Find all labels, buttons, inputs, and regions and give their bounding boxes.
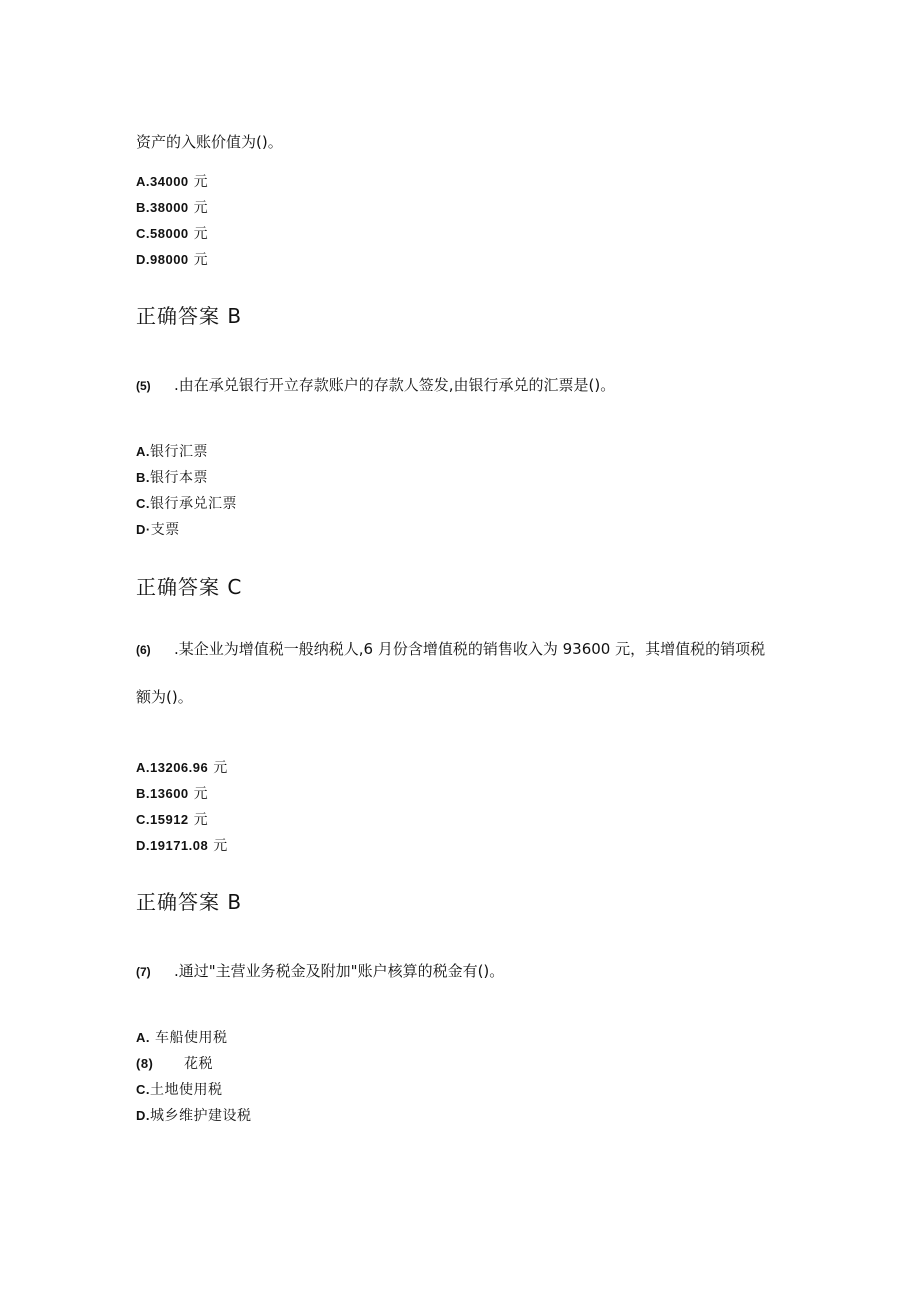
option-b <box>136 197 208 217</box>
option-text: 支票 <box>150 522 180 538</box>
option-unit: 元 <box>193 226 209 242</box>
option-c <box>136 493 237 513</box>
option-unit: 元 <box>193 174 209 190</box>
option-value: 38000 <box>150 200 189 215</box>
question-continuation: 资产的入账价值为()。 <box>136 133 283 151</box>
question-text: .某企业为增值税一般纳税人,6 月份含增值税的销售收入为 93600 元，其增值税的销项税 <box>174 640 766 658</box>
option-d <box>136 1105 252 1125</box>
option-letter: B. <box>136 470 150 485</box>
option-a <box>136 757 228 777</box>
option-letter: A. <box>136 444 150 459</box>
option-a <box>136 441 208 461</box>
correct-answer: 正确答案 C <box>136 575 243 599</box>
option-unit: 元 <box>193 200 209 216</box>
option-letter: C. <box>136 496 150 511</box>
question-number: (7) <box>136 965 151 979</box>
option-d <box>136 249 208 269</box>
option-letter: B. <box>136 200 150 215</box>
option-letter: D. <box>136 252 150 267</box>
option-b <box>136 783 208 803</box>
question-7 <box>136 960 504 981</box>
option-value: 15912 <box>150 812 189 827</box>
option-letter: D. <box>136 1108 150 1123</box>
option-letter: D· <box>136 522 151 537</box>
option-text: 银行汇票 <box>150 444 208 460</box>
option-text: 银行承兑汇票 <box>150 496 237 512</box>
option-unit: 元 <box>193 786 209 802</box>
option-text: 花税 <box>184 1056 213 1072</box>
option-b <box>136 1053 213 1073</box>
option-letter: (8) <box>136 1056 154 1071</box>
option-text: 城乡维护建设税 <box>150 1108 252 1124</box>
option-c <box>136 1079 223 1099</box>
question-number: (6) <box>136 643 151 657</box>
option-text: 土地使用税 <box>150 1082 223 1098</box>
correct-answer: 正确答案 B <box>136 890 243 914</box>
option-letter: A. <box>136 174 150 189</box>
option-letter: D. <box>136 838 150 853</box>
option-d <box>136 835 228 855</box>
option-letter: C. <box>136 226 150 241</box>
option-value: 13600 <box>150 786 189 801</box>
question-5 <box>136 374 615 395</box>
option-a <box>136 171 208 191</box>
option-b <box>136 467 208 487</box>
option-unit: 元 <box>193 812 209 828</box>
option-letter: C. <box>136 812 150 827</box>
question-6 <box>136 638 765 659</box>
option-unit: 元 <box>213 760 228 776</box>
option-unit: 元 <box>213 838 228 854</box>
option-letter: A. <box>136 1030 150 1045</box>
question-text: .由在承兑银行开立存款账户的存款人签发,由银行承兑的汇票是()。 <box>174 376 616 394</box>
option-a <box>136 1027 227 1047</box>
question-number: (5) <box>136 379 151 393</box>
option-letter: C. <box>136 1082 150 1097</box>
question-6-continuation: 额为()。 <box>136 688 193 706</box>
option-unit: 元 <box>193 252 209 268</box>
option-value: 58000 <box>150 226 189 241</box>
option-letter: A. <box>136 760 150 775</box>
option-letter: B. <box>136 786 150 801</box>
option-value: 19171.08 <box>150 838 209 853</box>
option-value: 98000 <box>150 252 189 267</box>
option-text: 银行本票 <box>150 470 208 486</box>
option-text: 车船使用税 <box>150 1030 228 1046</box>
option-value: 13206.96 <box>150 760 209 775</box>
option-c <box>136 223 208 243</box>
option-d <box>136 519 180 539</box>
question-text: .通过"主营业务税金及附加"账户核算的税金有()。 <box>174 962 505 980</box>
correct-answer: 正确答案 B <box>136 304 243 328</box>
option-value: 34000 <box>150 174 189 189</box>
option-c <box>136 809 208 829</box>
